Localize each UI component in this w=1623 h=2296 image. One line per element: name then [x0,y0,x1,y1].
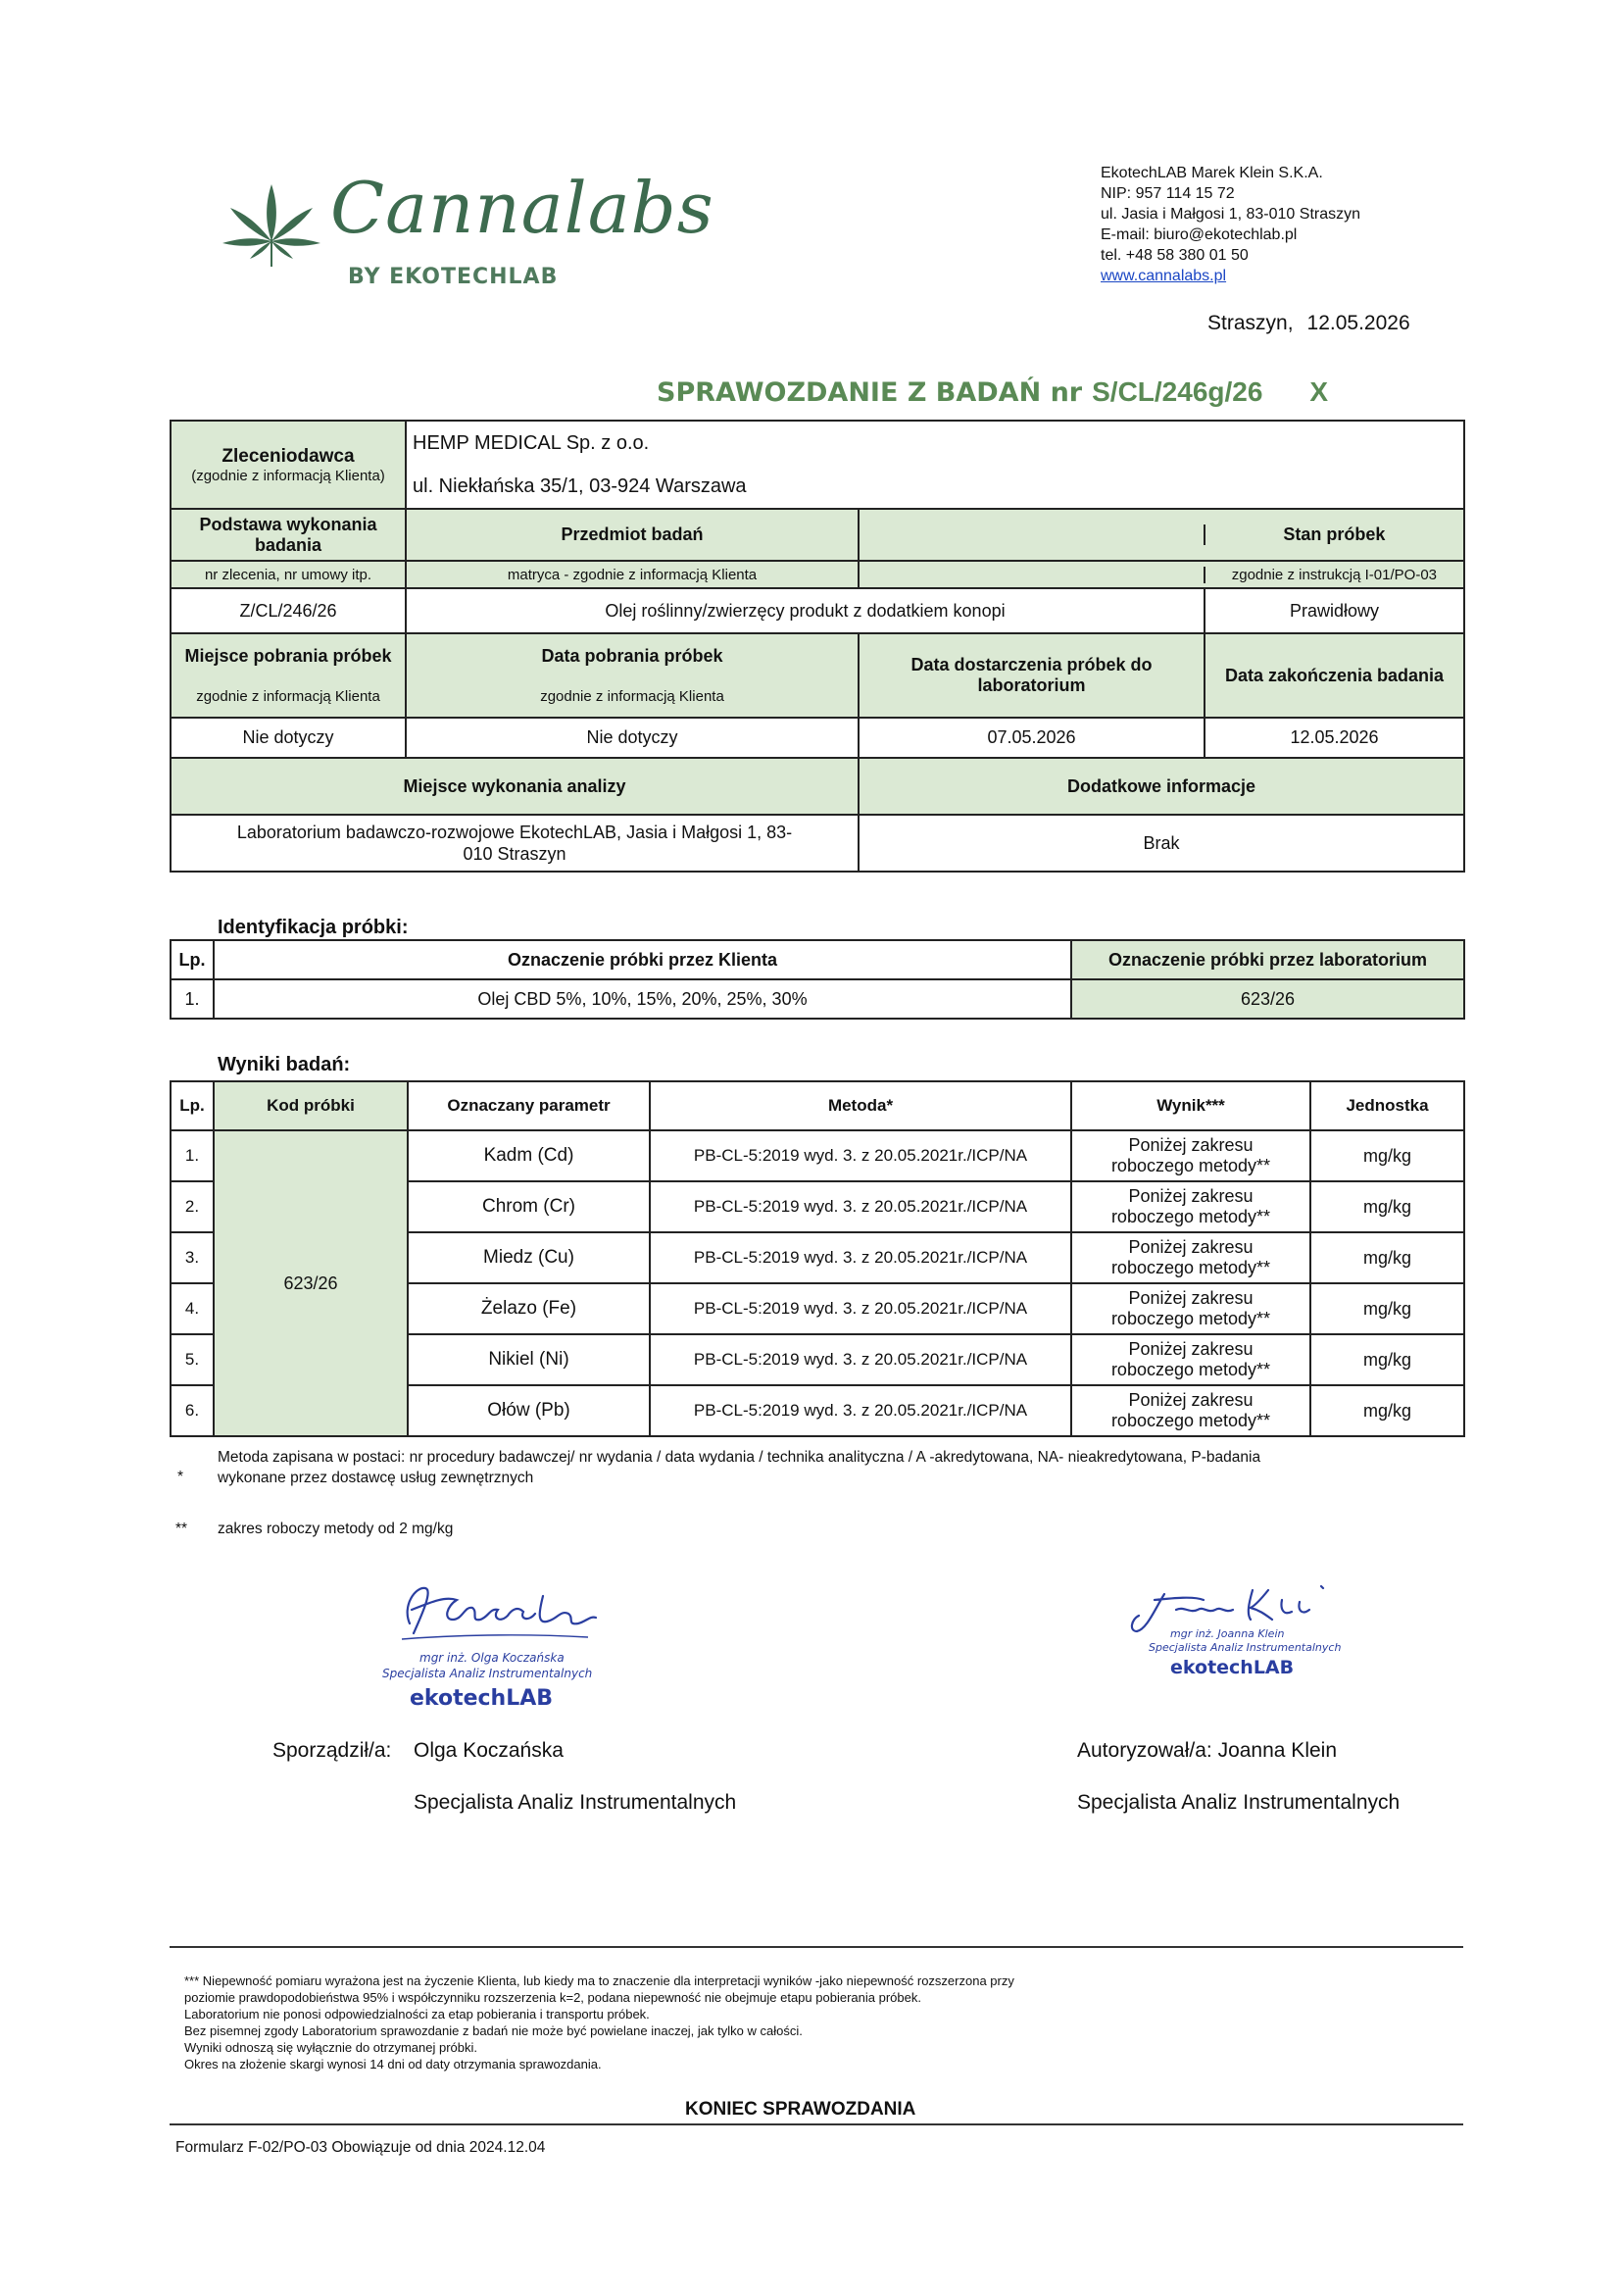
res-result-line2: roboczego metody** [1110,1156,1271,1175]
res-parameter: Miedz (Cu) [408,1232,650,1283]
sampling-place-sublabel: zgodnie z informacją Klienta [196,688,380,705]
sample-state-sublabel-wrap [859,561,1464,588]
sample-state-value: Prawidłowy [1205,588,1464,633]
sampling-place-value: Nie dotyczy [171,718,406,758]
res-unit: mg/kg [1310,1334,1464,1385]
res-header-method: Metoda* [650,1081,1071,1130]
res-result [1071,1232,1310,1283]
sample-state-label-wrap [859,509,1464,561]
client-name: HEMP MEDICAL Sp. z o.o. [406,421,1464,466]
client-label-cell [171,421,406,509]
res-lp: 1. [171,1130,214,1181]
prepared-label: Sporządził/a: [272,1739,392,1762]
report-number: S/CL/246g/26 [1092,376,1263,407]
identification-table [170,939,1465,1020]
authorized-label: Autoryzował/a: [1077,1739,1212,1762]
id-header-client-mark: Oznaczenie próbki przez Klienta [214,940,1071,979]
id-header-lp: Lp. [171,940,214,979]
report-title-label: SPRAWOZDANIE Z BADAŃ nr [657,377,1083,408]
res-method: PB-CL-5:2019 wyd. 3. z 20.05.2021r./ICP/NA [650,1232,1071,1283]
res-method: PB-CL-5:2019 wyd. 3. z 20.05.2021r./ICP/NA [650,1283,1071,1334]
additional-info-value: Brak [859,815,1464,872]
res-parameter: Żelazo (Fe) [408,1283,650,1334]
stamp-right-name: mgr inż. Joanna Klein [1170,1627,1285,1640]
sampling-date-label: Data pobrania próbek [541,646,723,666]
note-star2-symbol: ** [175,1521,188,1537]
id-row-lab-mark: 623/26 [1071,979,1464,1019]
res-result [1071,1334,1310,1385]
res-method: PB-CL-5:2019 wyd. 3. z 20.05.2021r./ICP/NA [650,1181,1071,1232]
delivery-date-value: 07.05.2026 [859,718,1205,758]
basis-label: Podstawa wykonania badania [171,509,406,561]
res-result-line2: roboczego metody** [1110,1309,1271,1328]
company-phone: tel. +48 58 380 01 50 [1101,247,1249,264]
footnote-line: Laboratorium nie ponosi odpowiedzialności za etap pobierania i transportu próbek. [184,2007,650,2021]
res-unit: mg/kg [1310,1385,1464,1436]
results-table [170,1080,1465,1437]
sample-state-label: Stan próbek [1283,524,1386,544]
client-sublabel: (zgodnie z informacją Klienta) [191,467,385,484]
res-result [1071,1181,1310,1232]
basis-sublabel: nr zlecenia, nr umowy itp. [171,561,406,588]
cannabis-leaf-icon [221,180,322,269]
end-of-report: KONIEC SPRAWOZDANIA [685,2099,916,2120]
signature-stamp-klein [1125,1580,1360,1688]
stamp-left-name: mgr inż. Olga Koczańska [419,1651,565,1665]
report-title [657,376,1328,408]
report-place: Straszyn, [1207,312,1294,334]
res-unit: mg/kg [1310,1232,1464,1283]
report-mark: X [1309,376,1329,407]
report-header-table [170,420,1465,634]
res-unit: mg/kg [1310,1181,1464,1232]
subject-value: Olej roślinny/zwierzęcy produkt z dodatkiem konopi [605,600,1006,621]
place-date [1207,312,1410,335]
res-result-line1: Poniżej zakresu [1128,1339,1254,1359]
logo-tagline: BY EKOTECHLAB [348,265,559,289]
company-info [1101,163,1360,286]
sampling-date-label-cell [406,633,859,718]
note-star1-line1: Metoda zapisana w postaci: nr procedury badawczej/ nr wydania / data wydania / technika analityczna / A -akredytowana, NA- nieakredytowana, P-badania [218,1449,1261,1466]
res-lp: 4. [171,1283,214,1334]
id-header-lab-mark: Oznaczenie próbki przez laboratorium [1071,940,1464,979]
sampling-date-value: Nie dotyczy [406,718,859,758]
res-result-line1: Poniżej zakresu [1128,1135,1254,1155]
res-parameter: Kadm (Cd) [408,1130,650,1181]
authorized-label-name [1077,1739,1337,1763]
res-result-line1: Poniżej zakresu [1128,1186,1254,1206]
res-parameter: Nikiel (Ni) [408,1334,650,1385]
subject-sublabel: matryca - zgodnie z informacją Klienta [406,561,859,588]
delivery-date-label: Data dostarczenia próbek do laboratorium [859,633,1205,718]
res-result [1071,1385,1310,1436]
footnote-line: Wyniki odnoszą się wyłącznie do otrzymanej próbki. [184,2040,478,2055]
res-result-line2: roboczego metody** [1110,1411,1271,1430]
res-parameter: Ołów (Pb) [408,1385,650,1436]
res-lp: 5. [171,1334,214,1385]
stamp-left-logo: ekotechLAB [410,1686,554,1711]
authorized-name: Joanna Klein [1217,1739,1338,1762]
company-address: ul. Jasia i Małgosi 1, 83-010 Straszyn [1101,206,1361,223]
res-result-line1: Poniżej zakresu [1128,1390,1254,1410]
id-row-lp: 1. [171,979,214,1019]
form-identifier: Formularz F-02/PO-03 Obowiązuje od dnia 2024.12.04 [175,2139,546,2156]
note-star1-line2: wykonane przez dostawcę usług zewnętrznych [218,1470,534,1486]
res-result [1071,1283,1310,1334]
signature-stamp-koczanska [382,1576,608,1723]
client-address: ul. Niekłańska 35/1, 03-924 Warszawa [406,466,1464,509]
res-result-line1: Poniżej zakresu [1128,1288,1254,1308]
stamp-left-title: Specjalista Analiz Instrumentalnych [382,1667,593,1680]
footnote-line: poziomie prawdopodobieństwa 95% i współczynniku rozszerzenia k=2, podana niepewność nie obejmuje etapu pobierania próbek. [184,1990,921,2005]
res-method: PB-CL-5:2019 wyd. 3. z 20.05.2021r./ICP/NA [650,1385,1071,1436]
subject-label: Przedmiot badań [406,509,859,561]
res-result-line2: roboczego metody** [1110,1360,1271,1379]
sampling-date-sublabel: zgodnie z informacją Klienta [540,688,724,705]
company-nip: NIP: 957 114 15 72 [1101,185,1235,202]
company-email: E-mail: biuro@ekotechlab.pl [1101,226,1298,243]
identification-label: Identyfikacja próbki: [218,917,409,938]
logo-wordmark: Cannalabs [330,167,714,249]
end-date-value: 12.05.2026 [1205,718,1464,758]
sampling-place-label-cell [171,633,406,718]
res-header-parameter: Oznaczany parametr [408,1081,650,1130]
res-lp: 3. [171,1232,214,1283]
res-sample-code: 623/26 [214,1130,408,1436]
note-star1-symbol: * [177,1469,184,1485]
res-result [1071,1130,1310,1181]
res-lp: 6. [171,1385,214,1436]
res-lp: 2. [171,1181,214,1232]
analysis-place-value: Laboratorium badawczo-rozwojowe EkotechLAB, Jasia i Małgosi 1, 83-010 Straszyn [171,815,859,872]
results-label: Wyniki badań: [218,1054,351,1075]
id-row-client-mark: Olej CBD 5%, 10%, 15%, 20%, 25%, 30% [214,979,1071,1019]
res-method: PB-CL-5:2019 wyd. 3. z 20.05.2021r./ICP/NA [650,1130,1071,1181]
table-row [171,1130,1464,1181]
prepared-title: Specjalista Analiz Instrumentalnych [414,1791,737,1814]
res-result-line1: Poniżej zakresu [1128,1237,1254,1257]
res-result-line2: roboczego metody** [1110,1258,1271,1277]
footnote-line: Okres na złożenie skargi wynosi 14 dni od daty otrzymania sprawozdania. [184,2057,602,2071]
res-header-lp: Lp. [171,1081,214,1130]
additional-info-label: Dodatkowe informacje [859,758,1464,815]
basis-value: Z/CL/246/26 [171,588,406,633]
company-logo [221,167,714,294]
footnotes [184,1972,1014,2072]
note-star2-text: zakres roboczy metody od 2 mg/kg [218,1521,454,1537]
res-unit: mg/kg [1310,1283,1464,1334]
footnote-line: Bez pisemnej zgody Laboratorium sprawozdanie z badań nie może być powielane inaczej, jak tylko w całości. [184,2023,803,2038]
res-parameter: Chrom (Cr) [408,1181,650,1232]
res-unit: mg/kg [1310,1130,1464,1181]
res-result-line2: roboczego metody** [1110,1207,1271,1226]
sampling-place-label: Miejsce pobrania próbek [184,646,392,666]
client-label: Zleceniodawca [221,445,355,467]
end-date-label: Data zakończenia badania [1205,633,1464,718]
sample-state-sublabel: zgodnie z instrukcją I-01/PO-03 [1231,566,1438,583]
company-name: EkotechLAB Marek Klein S.K.A. [1101,165,1323,181]
footer-divider [170,1946,1463,1948]
stamp-right-title: Specjalista Analiz Instrumentalnych [1149,1641,1342,1654]
company-website-link[interactable]: www.cannalabs.pl [1101,268,1227,284]
stamp-right-logo: ekotechLAB [1170,1657,1295,1678]
sampling-info-table [170,632,1465,873]
res-header-code: Kod próbki [214,1081,408,1130]
handwritten-signature-koczanska [382,1576,608,1649]
end-divider [170,2123,1463,2125]
report-date: 12.05.2026 [1306,312,1410,334]
res-header-result: Wynik*** [1071,1081,1310,1130]
authorized-title: Specjalista Analiz Instrumentalnych [1077,1791,1401,1814]
res-header-unit: Jednostka [1310,1081,1464,1130]
res-method: PB-CL-5:2019 wyd. 3. z 20.05.2021r./ICP/NA [650,1334,1071,1385]
footnote-line: *** Niepewność pomiaru wyrażona jest na życzenie Klienta, lub kiedy ma to znaczenie dla interpretacji wyników -jako niepewność rozszerzona przy [184,1973,1014,1988]
analysis-place-label: Miejsce wykonania analizy [171,758,859,815]
subject-value-wrap [406,588,1205,633]
table-row [171,979,1464,1019]
prepared-name: Olga Koczańska [414,1739,564,1762]
